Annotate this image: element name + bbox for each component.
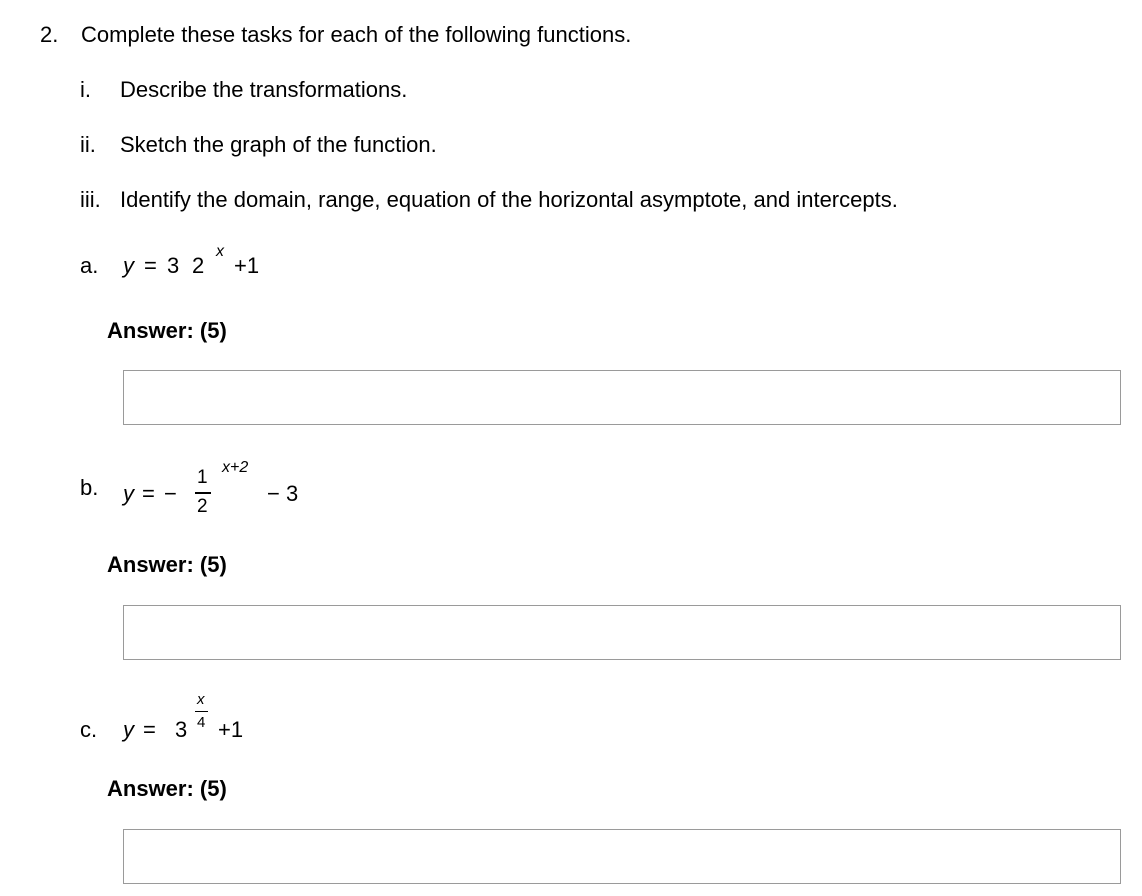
fraction-bar <box>195 492 211 494</box>
task-marker: ii. <box>80 132 96 157</box>
question-number: 2. <box>40 22 59 47</box>
answer-input-c[interactable] <box>123 829 1121 884</box>
eq-variable-y: y <box>123 481 134 506</box>
eq-fraction-denominator: 2 <box>197 496 208 517</box>
part-a-label: a. <box>80 253 99 278</box>
task-marker: iii. <box>80 187 101 212</box>
eq-variable-y: y <box>123 717 134 742</box>
eq-tail: +1 <box>218 717 244 742</box>
part-c-label: c. <box>80 717 98 742</box>
eq-base: 3 <box>175 717 188 742</box>
answer-input-a[interactable] <box>123 370 1121 425</box>
eq-tail: +1 <box>234 253 260 278</box>
eq-equals: = <box>144 253 157 278</box>
eq-equals: = <box>143 717 156 742</box>
eq-exponent: x <box>216 243 224 260</box>
task-text: Describe the transformations. <box>120 77 408 102</box>
eq-fraction-numerator: 1 <box>197 467 208 488</box>
task-marker: i. <box>80 77 91 102</box>
answer-input-b[interactable] <box>123 605 1121 660</box>
eq-base: 2 <box>192 253 205 278</box>
eq-equals: = <box>142 481 155 506</box>
part-b-label: b. <box>80 475 99 500</box>
eq-tail: − 3 <box>267 481 299 506</box>
eq-exponent-numerator: x <box>197 691 205 708</box>
task-text: Identify the domain, range, equation of the horizontal asymptote, and intercepts. <box>120 187 898 212</box>
answer-label-c: Answer: (5) <box>107 776 227 801</box>
answer-label-b: Answer: (5) <box>107 552 227 577</box>
task-text: Sketch the graph of the function. <box>120 132 437 157</box>
eq-exponent-denominator: 4 <box>197 714 206 731</box>
answer-label-a: Answer: (5) <box>107 318 227 343</box>
eq-exponent: x+2 <box>222 459 249 476</box>
eq-minus: − <box>164 481 177 506</box>
exponent-fraction-bar <box>195 711 208 712</box>
eq-variable-y: y <box>123 253 134 278</box>
eq-coefficient: 3 <box>167 253 180 278</box>
question-text: Complete these tasks for each of the following functions. <box>81 22 632 47</box>
